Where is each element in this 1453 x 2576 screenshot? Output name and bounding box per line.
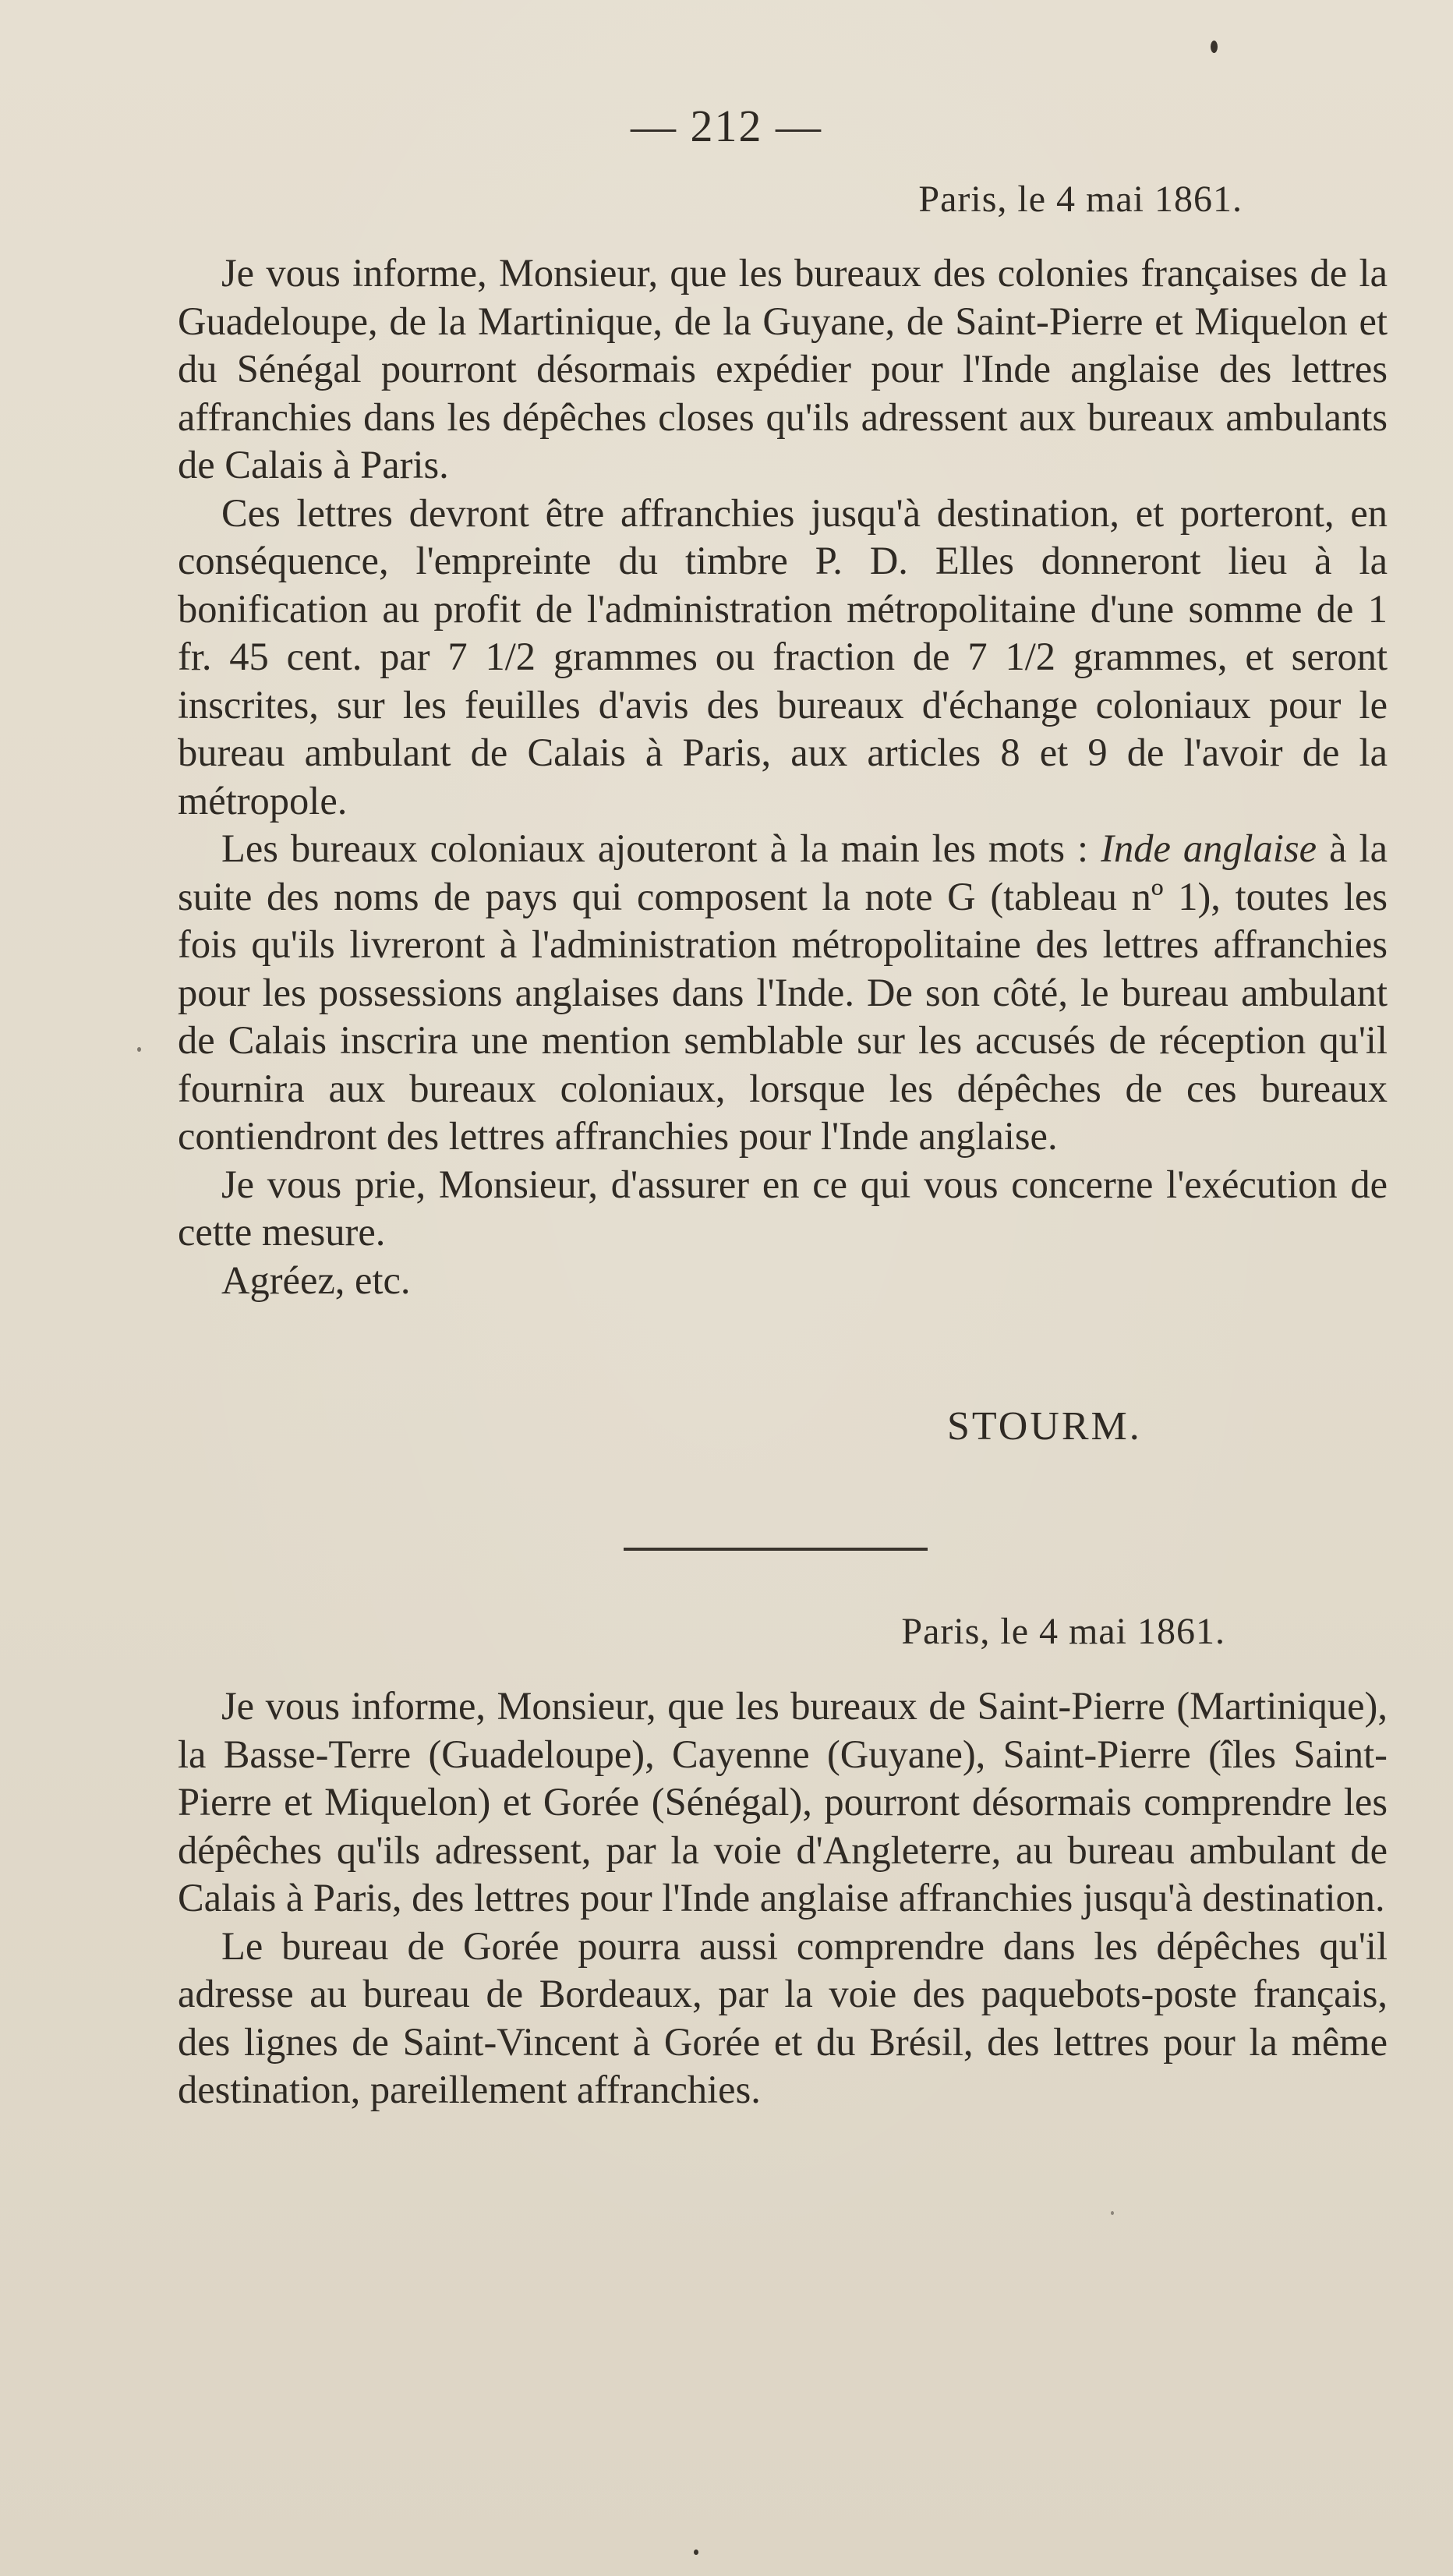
paragraph-3-italic-term: Inde anglaise	[1101, 826, 1317, 870]
letter-1-closing: Agréez, etc.	[221, 1258, 411, 1302]
paragraph-3-text-before: Les bureaux coloniaux ajouteront à la main les mots :	[221, 826, 1101, 870]
section-divider-rule	[624, 1548, 928, 1551]
letter-1-paragraph-1: Je vous informe, Monsieur, que les bureaux des colonies françaises de la Guadeloupe, de la Martinique, de la Guyane, de Saint-Pierre et Miquelon et du Sénégal pourront désormais expédier pour l'Inde anglaise des lettres affranchies dans les dépêches closes qu'ils adressent aux bureaux ambulants de Calais à Paris.	[178, 251, 1388, 487]
ink-speck	[1211, 41, 1218, 53]
letter-2-body	[178, 1683, 1388, 2114]
letter-1-body	[178, 249, 1388, 1304]
signature: STOURM.	[947, 1404, 1142, 1449]
letter-2-paragraph-2: Le bureau de Gorée pourra aussi comprendre dans les dépêches qu'il adresse au bureau de Bordeaux, par la voie des paquebots-poste français, des lignes de Saint-Vincent à Gorée et du Brésil, des lettres pour la même destination, pareillement affranchies.	[178, 1923, 1388, 2111]
letter-1-paragraph-2: Ces lettres devront être affranchies jusqu'à destination, et porteront, en conséquence, l'empreinte du timbre P. D. Elles donneront lieu à la bonification au profit de l'administration métropolitaine d'une somme de 1 fr. 45 cent. par 7 1/2 grammes ou fraction de 7 1/2 grammes, et seront inscrites, sur les feuilles d'avis des bureaux d'échange coloniaux pour le bureau ambulant de Calais à Paris, aux articles 8 et 9 de l'avoir de la métropole.	[178, 490, 1388, 823]
dateline-letter-1: Paris, le 4 mai 1861.	[918, 179, 1243, 220]
ink-speck	[694, 2549, 698, 2555]
paragraph-3-text-after: à la suite des noms de pays qui composent la note G (tableau nº 1), toutes les fois qu'ils livreront à l'administration métropolitaine des lettres affranchies pour les possessions anglaises dans l'Inde. De son côté, le bureau ambulant de Calais inscrira une mention semblable sur les accusés de réception qu'il fournira aux bureaux coloniaux, lorsque les dépêches de ces bureaux contiendront des lettres affranchies pour l'Inde anglaise.	[178, 826, 1388, 1158]
ink-speck	[1111, 2211, 1114, 2215]
letter-1-paragraph-3	[178, 825, 1388, 1161]
page-number: — 212 —	[631, 101, 822, 151]
ink-speck	[137, 1047, 141, 1052]
letter-2-paragraph-1: Je vous informe, Monsieur, que les bureaux de Saint-Pierre (Martinique), la Basse-Terre (Guadeloupe), Cayenne (Guyane), Saint-Pierre (îles Saint-Pierre et Miquelon) et Gorée (Sénégal), pourront désormais comprendre les dépêches qu'ils adressent, par la voie d'Angleterre, au bureau ambulant de Calais à Paris, des lettres pour l'Inde anglaise affranchies jusqu'à destination.	[178, 1684, 1388, 1920]
letter-1-paragraph-4: Je vous prie, Monsieur, d'assurer en ce qui vous concerne l'exécution de cette mesure.	[178, 1162, 1388, 1254]
dateline-letter-2: Paris, le 4 mai 1861.	[901, 1611, 1225, 1652]
